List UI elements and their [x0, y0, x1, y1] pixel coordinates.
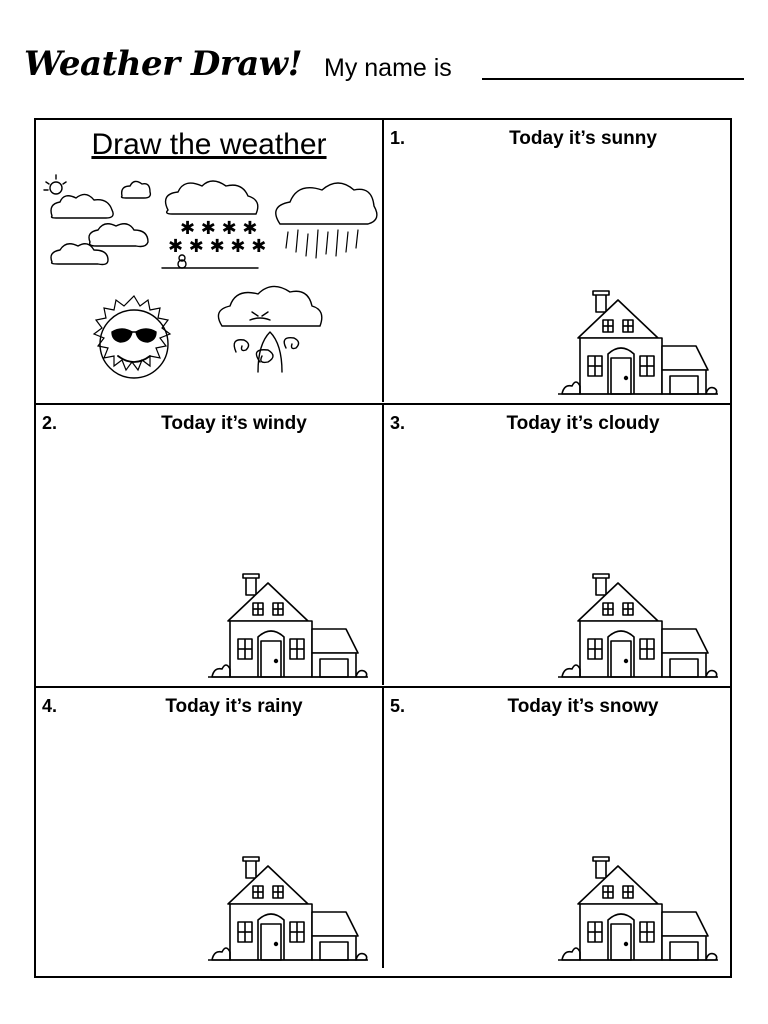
svg-text:✱ ✱ ✱ ✱ ✱: ✱ ✱ ✱ ✱ ✱: [168, 236, 267, 257]
panel-cloudy[interactable]: [384, 403, 732, 685]
panel-caption: Today it’s snowy: [507, 696, 659, 717]
weather-icons: [36, 172, 382, 400]
snow-cloud-icon: [162, 181, 266, 268]
panel-number: 3.: [390, 413, 406, 433]
panel-number: 5.: [390, 696, 406, 716]
house-icon: [208, 573, 368, 685]
sun-with-sunglasses-icon: [94, 296, 170, 378]
name-label: My name is: [324, 54, 452, 82]
panel-snowy[interactable]: [384, 686, 732, 968]
draw-the-weather-box: [36, 120, 384, 402]
house-icon: [208, 856, 368, 968]
panel-windy[interactable]: [36, 403, 384, 685]
draw-the-weather-title: Draw the weather: [91, 128, 327, 161]
rain-cloud-icon: [276, 183, 377, 258]
panel-caption: Today it’s sunny: [509, 128, 657, 149]
panel-grid: [34, 118, 732, 978]
wind-cloud-icon: [218, 286, 321, 372]
panel-caption: Today it’s cloudy: [506, 413, 660, 434]
panel-rainy[interactable]: [36, 686, 384, 968]
svg-text:✱ ✱ ✱ ✱: ✱ ✱ ✱ ✱: [180, 218, 258, 239]
panel-number: 1.: [390, 128, 406, 148]
panel-sunny[interactable]: [384, 120, 732, 402]
house-icon: [558, 290, 718, 402]
panel-number: 4.: [42, 696, 58, 716]
worksheet-header: [24, 44, 744, 94]
worksheet-title: Weather Draw!: [24, 44, 303, 84]
house-icon: [558, 573, 718, 685]
name-blank-line[interactable]: [482, 78, 744, 80]
panel-caption: Today it’s windy: [161, 413, 307, 434]
sunny-icon: [44, 175, 150, 265]
panel-caption: Today it’s rainy: [165, 696, 303, 717]
house-icon: [558, 856, 718, 968]
panel-number: 2.: [42, 413, 58, 433]
